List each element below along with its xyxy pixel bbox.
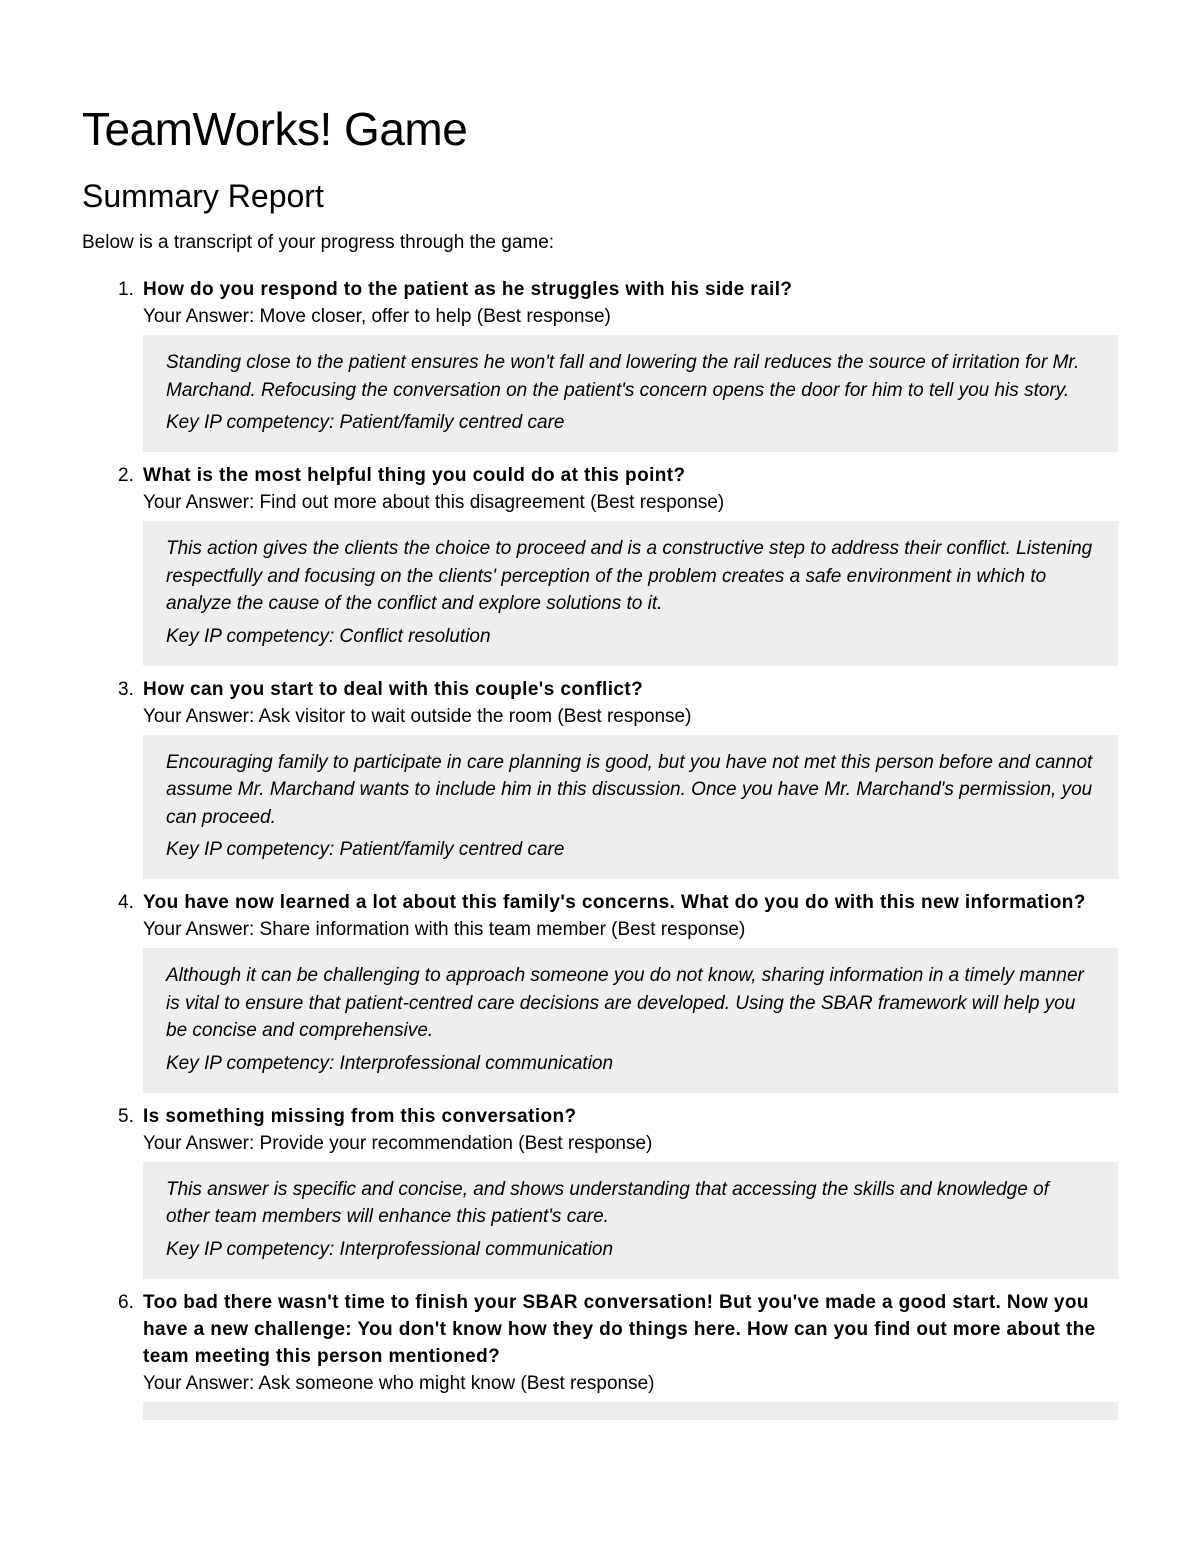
- answer-text: Your Answer: Share information with this team member (Best response): [143, 919, 746, 940]
- feedback-text: Standing close to the patient ensures he won't fall and lowering the rail reduces the source of irritation for Mr. Marchand. Refocusing the conversation on the patient's concern opens the door for him to tell you his story.: [166, 352, 1080, 401]
- answer-text: Your Answer: Find out more about this disagreement (Best response): [143, 492, 725, 513]
- intro-text: Below is a transcript of your progress through the game:: [82, 232, 555, 253]
- question-number: 6.: [118, 1291, 134, 1313]
- list-item: [82, 889, 1118, 1093]
- answer-text: Your Answer: Ask visitor to wait outside the room (Best response): [143, 705, 692, 727]
- answer-text: Your Answer: Provide your recommendation (Best response): [143, 1132, 653, 1154]
- page-subtitle: Summary Report: [82, 178, 324, 214]
- feedback-text: This action gives the clients the choice to proceed and is a constructive step to address their conflict. Listening respectfully and focusing on the clients' perception of the problem creates a safe environment in which to analyze the cause of the conflict and explore solutions to it.: [166, 538, 1093, 614]
- question-number: 1.: [118, 279, 134, 300]
- feedback-box: [143, 1162, 1118, 1279]
- competency-text: Key IP competency: Conflict resolution: [166, 625, 491, 647]
- question-number: 3.: [118, 678, 134, 700]
- list-item: [82, 676, 1118, 880]
- feedback-text: Although it can be challenging to approach someone you do not know, sharing information in a timely manner is vital to ensure that patient-centred care decisions are developed. Using the SBAR framework will help you be concise and comprehensive.: [166, 965, 1084, 1041]
- question-number: 2.: [118, 465, 134, 486]
- feedback-box: [143, 1402, 1118, 1420]
- question-text: What is the most helpful thing you could do at this point?: [143, 465, 686, 486]
- feedback-box: [143, 335, 1118, 452]
- competency-text: Key IP competency: Interprofessional communication: [166, 1238, 614, 1260]
- feedback-box: [143, 521, 1118, 666]
- competency-text: Key IP competency: Patient/family centred care: [166, 412, 565, 433]
- competency-text: Key IP competency: Patient/family centred care: [166, 839, 565, 860]
- feedback-text: Encouraging family to participate in care planning is good, but you have not met this person before and cannot assume Mr. Marchand wants to include him in this discussion. Once you have Mr. Marchand's permission, you can proceed.: [166, 751, 1093, 828]
- feedback-box: [143, 948, 1118, 1093]
- summary-report-page: [82, 98, 1118, 1430]
- question-number: 4.: [118, 892, 134, 913]
- question-text: How do you respond to the patient as he struggles with his side rail?: [143, 279, 793, 300]
- question-text: You have now learned a lot about this family's concerns. What do you do with this new information?: [143, 892, 1086, 913]
- question-text: Too bad there wasn't time to finish your SBAR conversation! But you've made a good start. Now you have a new challenge: You don't know how they do things here. How can you find out more about the team meeting this person mentioned?: [143, 1291, 1096, 1367]
- feedback-text: This answer is specific and concise, and shows understanding that accessing the skills and knowledge of other team members will enhance this patient's care.: [166, 1178, 1049, 1227]
- question-text: Is something missing from this conversation?: [143, 1105, 577, 1127]
- page-title: TeamWorks! Game: [82, 103, 468, 155]
- question-list: [82, 276, 1118, 1420]
- question-number: 5.: [118, 1105, 134, 1127]
- competency-text: Key IP competency: Interprofessional communication: [166, 1052, 614, 1074]
- answer-text: Your Answer: Move closer, offer to help (Best response): [143, 306, 611, 327]
- question-text: How can you start to deal with this couple's conflict?: [143, 678, 644, 700]
- list-item: [82, 1289, 1118, 1420]
- list-item: [82, 276, 1118, 452]
- feedback-box: [143, 735, 1118, 880]
- answer-text: Your Answer: Ask someone who might know (Best response): [143, 1372, 655, 1394]
- list-item: [82, 1103, 1118, 1279]
- list-item: [82, 462, 1118, 666]
